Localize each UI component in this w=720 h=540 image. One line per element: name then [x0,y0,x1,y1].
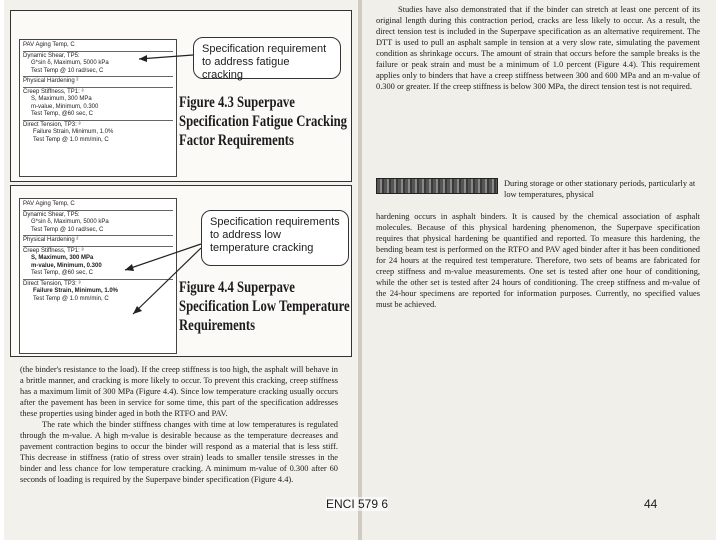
section-banner-row [376,178,700,212]
spec-line: G*sin δ, Maximum, 5000 kPa [31,219,109,225]
caption-line: Requirements [179,317,256,334]
section-heading-banner [376,178,498,194]
spec-line: Test Temp @ 10 rad/sec, C [31,67,104,74]
figure-caption [179,93,347,150]
spec-line: Physical Hardening ² [23,76,173,86]
figure-4-4 [10,185,352,357]
figure-4-3 [10,10,352,182]
caption-line: Specification Fatigue Cracking [179,113,348,130]
body-paragraph: hardening occurs in asphalt binders. It is caused by the chemical association of asphalt molecules. Because of this physical hardening phenomenon, the Superpave specification requires that physical hardening be quantified and reported. To measure this hardening, the bending beam test is performed on the RTFO and PAV aged binder after it has been conditioned for 24 hours at the required test temperature. Therefore, two sets of beams are fabricated for creep stiffness and m-value measurements. One set is tested after one hour of conditioning, while the other set is tested after 24 hours of conditioning. The creep stiffness and m-value of the 24-hour specimens are reported for information purposes. Currently, no specified values must be achieved. [376,212,700,309]
right-body-text [376,4,700,92]
page-number: 44 [644,497,658,511]
right-page [362,0,716,540]
caption-line: Factor Requirements [179,132,294,149]
spec-line: PAV Aging Temp, C [23,42,75,48]
spec-line: Creep Stiffness, TP1: ³ [23,87,173,97]
spec-line: Direct Tension, TP3: ³ [23,120,173,130]
spec-line: Test Temp, @60 sec, C [31,111,94,117]
spec-line: G*sin δ, Maximum, 5000 kPa [31,60,109,66]
body-paragraph: (the binder's resistance to the load). If the creep stiffness is too high, the asphalt will behave in a brittle manner, and cracking is more likely to occur. To prevent this cracking, creep stiffness has a maximum limit of 300 MPa (Figure 4.4). Since low temperature cracking usually occurs after the pavement has been in service for some time, this part of the specification addresses these properties using binder aged in both the RTFO and PAV. [20,365,338,418]
spec-line: m-value, Minimum, 0.300 [31,262,102,269]
course-label: ENCI 579 6 [326,497,389,511]
spec-line: S, Maximum, 300 MPa [31,96,92,102]
spec-line: Creep Stiffness, TP1: ³ [23,246,173,256]
spec-line: Test Temp @ 1.0 mm/min, C [33,295,109,302]
figure-caption [179,278,350,335]
spec-line: Test Temp @ 10 rad/sec, C [31,226,104,233]
spec-line: m-value, Minimum, 0.300 [31,103,99,110]
body-paragraph: The rate which the binder stiffness changes with time at low temperatures is regulated through the m-value. A high m-value is desirable because as the temperature decreases and pavement contraction begins to occur the binder will respond as a material that is less stiff. This decrease in stiffness (ratio of stress over strain) leads to smaller tensile stresses in the binder and less chance for low temperature cracking. A minimum m-value of 0.300 after 60 seconds of loading is required by the Superpave binder specification (Figure 4.4). [20,420,338,484]
spec-line: Test Temp @ 1.0 mm/min, C [33,136,109,143]
body-paragraph: Studies have also demonstrated that if the binder can stretch at least one percent of its original length during this contraction period, cracks are less likely to occur. As a result, the direct tension test is included in the Superpave specification as an alternative requirement. The DTT is used to pull an asphalt sample in tension at a very slow rate, simulating the pavement condition as shrinkage occurs. The amount of strain that occurs before the sample breaks is the failure or peak strain and must be a minimum of 1.0 percent (Figure 4.4). This requirement applies only to binders that have a creep stiffness between 300 and 600 MPa and an m-value of 0.300 or greater. If the creep stiffness is below 300 MPa, the direct tension test is not required. [376,5,700,91]
caption-line: Specification Low Temperature [179,298,350,315]
right-body-text-2 [376,211,700,310]
spec-line: Physical Hardening ² [23,235,173,245]
callout-box: Specification requirement to address fatigue cracking [193,37,341,79]
spec-line: S, Maximum, 300 MPa [31,255,94,261]
left-body-text [20,364,338,485]
spec-line: Dynamic Shear, TP5: [23,51,173,61]
caption-line: Figure 4.4 Superpave [179,279,295,296]
spec-line: PAV Aging Temp, C [23,201,75,207]
spec-line: Failure Strain, Minimum, 1.0% [33,129,114,135]
spec-line: Failure Strain, Minimum, 1.0% [33,288,119,294]
spec-line: Direct Tension, TP3: ³ [23,279,173,289]
spec-line: Dynamic Shear, TP5: [23,210,173,220]
spec-line: Test Temp, @60 sec, C [31,270,94,276]
left-page [4,0,358,540]
caption-line: Figure 4.3 Superpave [179,94,295,111]
callout-box: Specification requirements to address low temperature cracking [201,210,349,266]
banner-side-text: During storage or other stationary periods, particularly at low temperatures, physical [504,179,696,199]
